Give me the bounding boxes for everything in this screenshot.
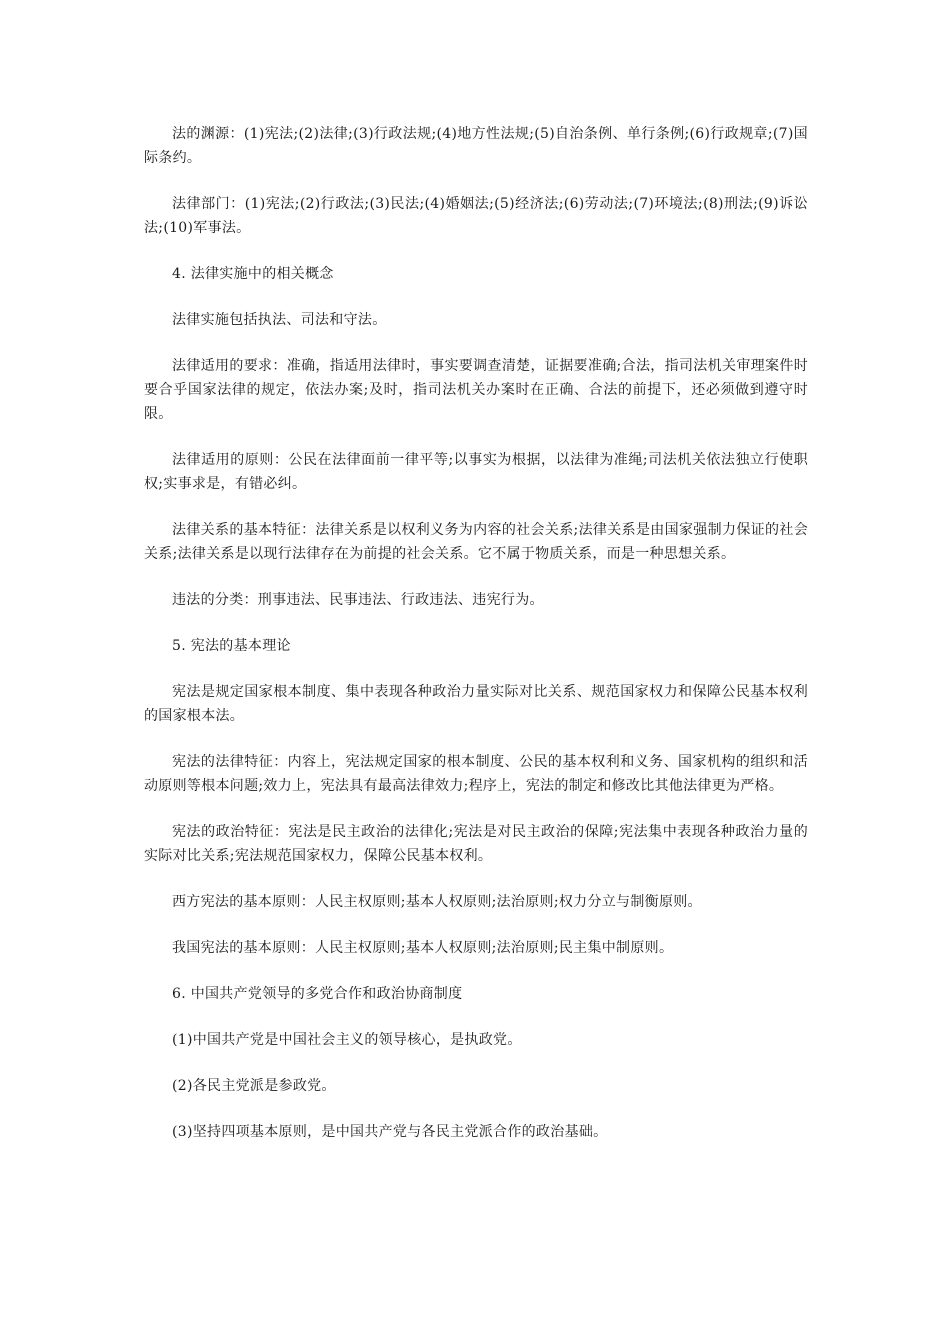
paragraph-constitution-political-features: 宪法的政治特征：宪法是民主政治的法律化;宪法是对民主政治的保障;宪法集中表现各种政治力量的实际对比关系;宪法规范国家权力，保障公民基本权利。 xyxy=(144,824,808,864)
section-heading-4: 4. 法律实施中的相关概念 xyxy=(172,266,334,282)
paragraph-china-principles: 我国宪法的基本原则：人民主权原则;基本人权原则;法治原则;民主集中制原则。 xyxy=(172,940,674,956)
section-heading-5: 5. 宪法的基本理论 xyxy=(172,638,291,654)
list-item-2: (2)各民主党派是参政党。 xyxy=(172,1078,336,1094)
paragraph-sources-of-law: 法的渊源：(1)宪法;(2)法律;(3)行政法规;(4)地方性法规;(5)自治条例、单行条例;(6)行政规章;(7)国际条约。 xyxy=(144,126,808,166)
paragraph-legal-departments: 法律部门：(1)宪法;(2)行政法;(3)民法;(4)婚姻法;(5)经济法;(6)劳动法;(7)环境法;(8)刑法;(9)诉讼法;(10)军事法。 xyxy=(144,196,808,236)
paragraph-legal-relation-features: 法律关系的基本特征：法律关系是以权利义务为内容的社会关系;法律关系是由国家强制力保证的社会关系;法律关系是以现行法律存在为前提的社会关系。它不属于物质关系，而是一种思想关系。 xyxy=(144,522,808,562)
paragraph-constitution-legal-features: 宪法的法律特征：内容上，宪法规定国家的根本制度、公民的基本权利和义务、国家机构的组织和活动原则等根本问题;效力上，宪法具有最高法律效力;程序上，宪法的制定和修改比其他法律更为严格。 xyxy=(144,754,808,794)
section-heading-6: 6. 中国共产党领导的多党合作和政治协商制度 xyxy=(172,986,463,1002)
paragraph-western-principles: 西方宪法的基本原则：人民主权原则;基本人权原则;法治原则;权力分立与制衡原则。 xyxy=(172,894,702,910)
paragraph-constitution-definition: 宪法是规定国家根本制度、集中表现各种政治力量实际对比关系、规范国家权力和保障公民基本权利的国家根本法。 xyxy=(144,684,808,724)
list-item-3: (3)坚持四项基本原则，是中国共产党与各民主党派合作的政治基础。 xyxy=(172,1124,608,1140)
list-item-1: (1)中国共产党是中国社会主义的领导核心，是执政党。 xyxy=(172,1032,522,1048)
paragraph-application-requirements: 法律适用的要求：准确，指适用法律时，事实要调查清楚，证据要准确;合法，指司法机关审理案件时要合乎国家法律的规定，依法办案;及时，指司法机关办案时在正确、合法的前提下，还必须做到遵守时限。 xyxy=(144,358,808,422)
paragraph-law-implementation: 法律实施包括执法、司法和守法。 xyxy=(172,312,387,328)
paragraph-application-principles: 法律适用的原则：公民在法律面前一律平等;以事实为根据，以法律为准绳;司法机关依法独立行使职权;实事求是，有错必纠。 xyxy=(144,452,808,492)
paragraph-violation-types: 违法的分类：刑事违法、民事违法、行政违法、违宪行为。 xyxy=(172,592,544,608)
document-page xyxy=(144,122,808,1166)
